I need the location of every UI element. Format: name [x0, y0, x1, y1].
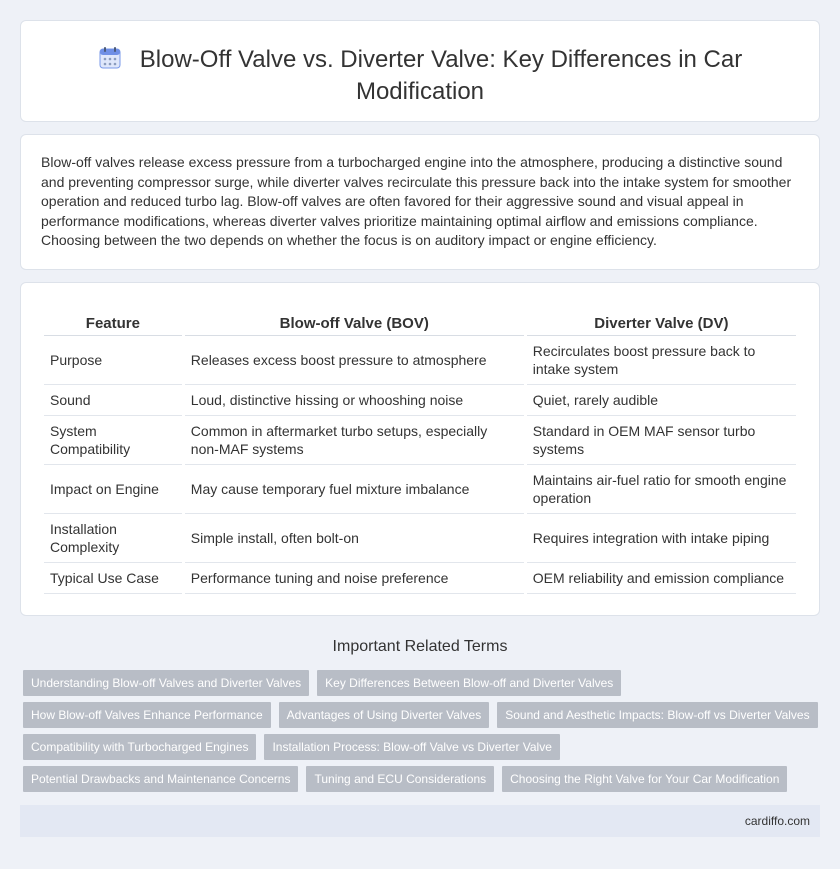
related-term-tag[interactable]: Choosing the Right Valve for Your Car Modification: [502, 766, 787, 792]
related-term-tag[interactable]: Advantages of Using Diverter Valves: [279, 702, 490, 728]
table-cell: Typical Use Case: [44, 563, 182, 594]
page-title: [81, 45, 759, 106]
column-header: Blow-off Valve (BOV): [185, 311, 524, 336]
column-header: Diverter Valve (DV): [527, 311, 796, 336]
table-row: [44, 336, 796, 385]
related-terms-title: Important Related Terms: [332, 638, 508, 655]
related-term-tag[interactable]: Key Differences Between Blow-off and Diverter Valves: [317, 670, 621, 696]
page-title-text: Blow-Off Valve vs. Diverter Valve: Key Differences in Car Modification: [139, 46, 743, 105]
table-cell: Performance tuning and noise preference: [185, 563, 524, 594]
related-terms-list: [23, 670, 823, 798]
table-cell: Common in aftermarket turbo setups, especially non-MAF systems: [185, 416, 524, 465]
related-term-tag[interactable]: Tuning and ECU Considerations: [306, 766, 494, 792]
table-cell: Simple install, often bolt-on: [185, 514, 524, 563]
table-row: [44, 514, 796, 563]
table-cell: Standard in OEM MAF sensor turbo systems: [527, 416, 796, 465]
table-cell: Loud, distinctive hissing or whooshing noise: [185, 385, 524, 416]
table-cell: Releases excess boost pressure to atmosphere: [185, 336, 524, 385]
tag-row: [23, 670, 823, 696]
table-cell: Purpose: [44, 336, 182, 385]
table-row: [44, 385, 796, 416]
related-term-tag[interactable]: Potential Drawbacks and Maintenance Concerns: [23, 766, 298, 792]
related-term-tag[interactable]: Sound and Aesthetic Impacts: Blow-off vs Diverter Valves: [497, 702, 817, 728]
table-cell: Recirculates boost pressure back to intake system: [527, 336, 796, 385]
table-header-row: [44, 311, 796, 336]
calendar-icon: [98, 46, 122, 77]
table-cell: Sound: [44, 385, 182, 416]
table-row: [44, 416, 796, 465]
table-cell: Requires integration with intake piping: [527, 514, 796, 563]
related-term-tag[interactable]: Compatibility with Turbocharged Engines: [23, 734, 256, 760]
comparison-table: [41, 311, 799, 594]
table-row: [44, 563, 796, 594]
comparison-card: [20, 282, 820, 616]
table-cell: Maintains air-fuel ratio for smooth engine operation: [527, 465, 796, 514]
intro-paragraph: Blow-off valves release excess pressure from a turbocharged engine into the atmosphere, producing a distinctive sound and preventing compressor surge, while diverter valves recirculate this pressure back into the intake system for smoother operation and reduced turbo lag. Blow-off valves are often favored for their aggressive sound and visual appeal in performance modifications, whereas diverter valves prioritize maintaining optimal airflow and emissions compliance. Choosing between the two depends on whether the focus is on auditory impact or engine efficiency.: [41, 154, 792, 249]
header-card: [20, 20, 820, 122]
footer-site-link[interactable]: cardiffo.com: [744, 814, 810, 828]
table-cell: OEM reliability and emission compliance: [527, 563, 796, 594]
intro-card: [20, 134, 820, 270]
table-cell: Quiet, rarely audible: [527, 385, 796, 416]
table-cell: May cause temporary fuel mixture imbalance: [185, 465, 524, 514]
tag-row: [23, 766, 823, 792]
table-cell: Installation Complexity: [44, 514, 182, 563]
table-row: [44, 465, 796, 514]
related-term-tag[interactable]: Installation Process: Blow-off Valve vs Diverter Valve: [264, 734, 559, 760]
footer: [20, 805, 820, 837]
table-cell: Impact on Engine: [44, 465, 182, 514]
tag-row: [23, 702, 823, 728]
related-term-tag[interactable]: How Blow-off Valves Enhance Performance: [23, 702, 271, 728]
column-header: Feature: [44, 311, 182, 336]
table-cell: System Compatibility: [44, 416, 182, 465]
related-term-tag[interactable]: Understanding Blow-off Valves and Diverter Valves: [23, 670, 309, 696]
tag-row: [23, 734, 823, 760]
